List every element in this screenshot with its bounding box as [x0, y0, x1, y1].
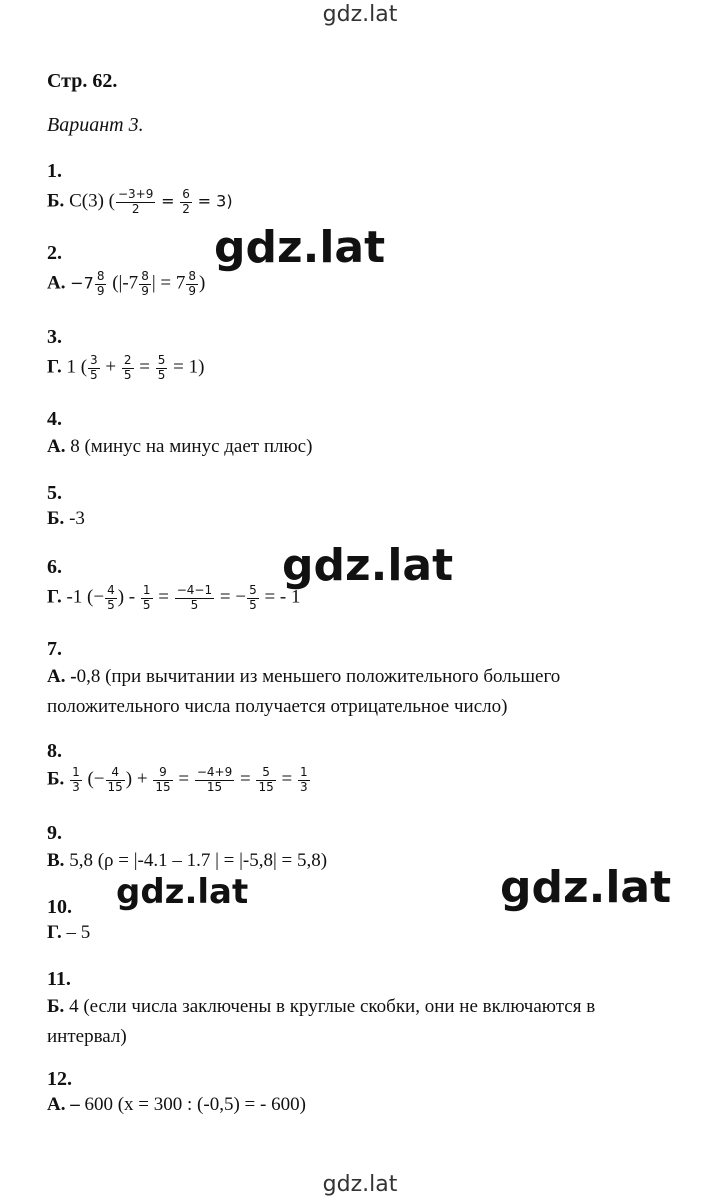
fraction: $\frac{6}{2}$: [182, 187, 190, 216]
answer-letter: Б.: [47, 768, 65, 790]
answer-letter: А. -: [47, 666, 77, 687]
answer-letter: А.: [47, 272, 66, 294]
question-number-7: 7.: [47, 638, 62, 660]
answer-3: Г. 1 ( $\frac{3}{5}$ + $\frac{2}{5}$ = $\frac{5}{5}$ = 1): [47, 353, 205, 382]
answer-7: А. -0,8 (при вычитании из меньшего положительного большего положительного числа получается отрицательное число): [47, 666, 561, 717]
answer-text: С(3) (: [69, 190, 115, 212]
watermark-overlay: gdz.lat: [282, 540, 454, 591]
answer-12: А. – 600 (x = 300 : (-0,5) = - 600): [47, 1094, 306, 1115]
fraction: $\frac{-3+9}{2}$: [117, 187, 154, 216]
answer-6: Г. -1 (− $\frac{4}{5}$ ) - $\frac{1}{5}$ = $\frac{-4-1}{5}$ = − $\frac{5}{5}$ = - 1: [47, 583, 301, 612]
answer-5: Б. -3: [47, 508, 85, 529]
answer-letter: Г.: [47, 922, 62, 943]
answer-10: Г. – 5: [47, 922, 91, 943]
answer-letter: Б.: [47, 508, 65, 529]
watermark-top: gdz.lat: [322, 2, 398, 27]
watermark-overlay: gdz.lat: [116, 872, 249, 912]
watermark-overlay: gdz.lat: [500, 862, 672, 913]
answer-letter: Г.: [47, 356, 62, 378]
question-number-8: 8.: [47, 740, 62, 762]
watermark-bottom: gdz.lat: [322, 1172, 398, 1197]
answer-2: А. −7 $\frac{8}{9}$ (|-7 $\frac{8}{9}$ | = 7 $\frac{8}{9}$ ): [47, 269, 206, 298]
question-number-9: 9.: [47, 822, 62, 844]
question-number-3: 3.: [47, 326, 62, 348]
question-number-2: 2.: [47, 242, 62, 264]
question-number-1: 1.: [47, 160, 62, 182]
answer-1: Б. С(3) ( $\frac{-3+9}{2}$ = $\frac{6}{2}$ = 3): [47, 187, 233, 216]
watermark-overlay: gdz.lat: [214, 222, 386, 273]
answer-4: А. 8 (минус на минус дает плюс): [47, 436, 313, 457]
answer-letter: В.: [47, 850, 65, 871]
question-number-5: 5.: [47, 482, 62, 504]
question-number-6: 6.: [47, 556, 62, 578]
answer-letter: А.: [47, 436, 66, 457]
question-number-11: 11.: [47, 968, 71, 990]
question-number-4: 4.: [47, 408, 62, 430]
question-number-10: 10.: [47, 896, 72, 918]
answer-8: Б. $\frac{1}{3}$ (− $\frac{4}{15}$ ) + $\frac{9}{15}$ = $\frac{-4+9}{15}$ = $\frac{5}{15}$ = $\frac{1}{3}$: [47, 765, 308, 794]
answer-11: Б. 4 (если числа заключены в круглые скобки, они не включаются в интервал): [47, 996, 596, 1047]
answer-letter: Б.: [47, 996, 65, 1017]
page-title: Стр. 62.: [47, 70, 118, 92]
answer-letter: А. –: [47, 1094, 80, 1115]
answer-letter: Г.: [47, 586, 62, 608]
question-number-12: 12.: [47, 1068, 72, 1090]
variant-label: Вариант 3.: [47, 114, 144, 136]
answer-letter: Б.: [47, 190, 65, 212]
answer-9: В. 5,8 (ρ = |-4.1 – 1.7 | = |-5,8| = 5,8): [47, 850, 328, 871]
